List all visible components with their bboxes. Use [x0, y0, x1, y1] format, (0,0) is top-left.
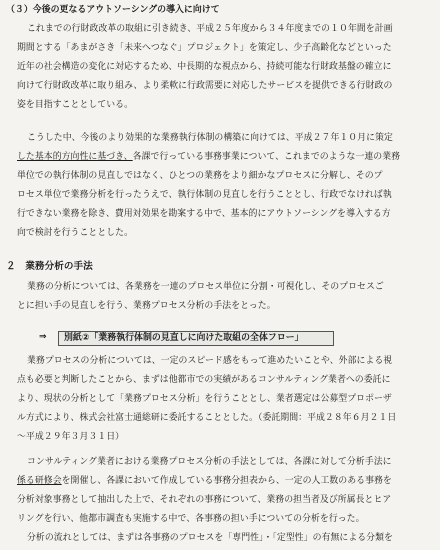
reference-label: 別紙②「業務執行体制の見直しに向けた取組の全体フロー」	[64, 333, 304, 343]
section2-para2-line: 点も必要と判断したことから、まずは他都市での実績があるコンサルティング業者への委託に	[17, 375, 391, 385]
section3-para1-line: 姿を目指すこととしている。	[17, 100, 134, 110]
section3-para2-line: 行できない業務を除き、費用対効果を勘案する中で、基本的にアウトソーシングを導入する方	[17, 209, 391, 219]
section2-para3-line: リングを行い、他都市調査も実施する中で、各事務の担い手についての分析を行った。	[17, 514, 365, 524]
section3-para2-line: 向で検討を行うこととした。	[17, 228, 134, 238]
arrow-right-icon: ⇒	[39, 332, 47, 342]
section2-para3-line	[17, 476, 392, 487]
section3-para2-line: こうした中、今後のより効果的な業務執行体制の構築に向けては、平成２７年１０月に策定	[27, 133, 393, 143]
section3-para2-line: ロセス単位で業務分析を行ったうえで、執行体制の見直しを行うこととし、行政でなければ執	[17, 190, 392, 200]
section2-para3-text: を開催し、各課において作成している事務分担表から、一定の人工数のある事務を	[61, 476, 392, 486]
section2-para3-line: コンサルティング業者における業務プロセス分析の手法としては、各課に対して分析手法に	[27, 457, 392, 467]
underlined-phrase: した基本的方向性に基づき、	[17, 152, 133, 162]
section3-para2-line: 単位での執行体制の見直しではなく、ひとつの業務をより細かなプロセスに分解し、そのプ	[17, 171, 383, 181]
section2-para2-line: 業務プロセスの分析については、一定のスピード感をもって進めたいことや、外部による視	[27, 356, 393, 366]
section3-para1-line: 期間とする「あまがさき「未来へつなぐ」プロジェクト」を策定し、少子高齢化などといった	[17, 43, 392, 53]
section2-para2-line: より、現状の分析として「業務プロセス分析」を行うこととし、業者選定は公募型プロポーザ	[17, 394, 392, 404]
section2-heading: ２ 業務分析の手法	[6, 261, 93, 272]
section3-para2-line	[17, 152, 400, 163]
section3-heading: （３）今後の更なるアウトソーシングの導入に向けて	[6, 5, 220, 15]
section3-para1-line: 近年の社会構造の変化に対応するため、中長期的な視点から、持続可能な行財政基盤の確立に	[17, 62, 392, 72]
section2-para1-line: とに担い手の見直しを行う、業務プロセス分析の手法をとった。	[17, 301, 276, 311]
section2-para3-line: 分析対象事務として抽出した上で、それぞれの事務について、業務の担当者及び所属長とヒア	[17, 495, 392, 505]
section2-para1-line: 業務の分析については、各業務を一連のプロセス単位に分割・可視化し、そのプロセスご	[27, 282, 384, 292]
section2-para2-line: 〜平成２９年３月３１日）	[17, 432, 125, 442]
section3-para2-text: 各課で行っている事務事業について、これまでのような一連の業務	[132, 152, 401, 162]
underlined-phrase: 係る研修会	[17, 476, 62, 486]
section3-para1-line: これまでの行財政改革の取組に引き続き、平成２５年度から３４年度までの１０年間を計画	[27, 24, 393, 34]
section2-para4-line: 分析の流れとしては、まずは各事務のプロセスを「専門性」・「定型性」の有無による分類を	[27, 533, 393, 543]
section3-para1-line: 向けて行財政改革に取り組み、より柔軟に行政需要に対応したサービスを提供できる行財政の	[17, 81, 393, 91]
section2-para2-line: ル方式により、株式会社富士通総研に委託することとした。（委託期間：平成２８年６月２１日	[17, 413, 397, 423]
